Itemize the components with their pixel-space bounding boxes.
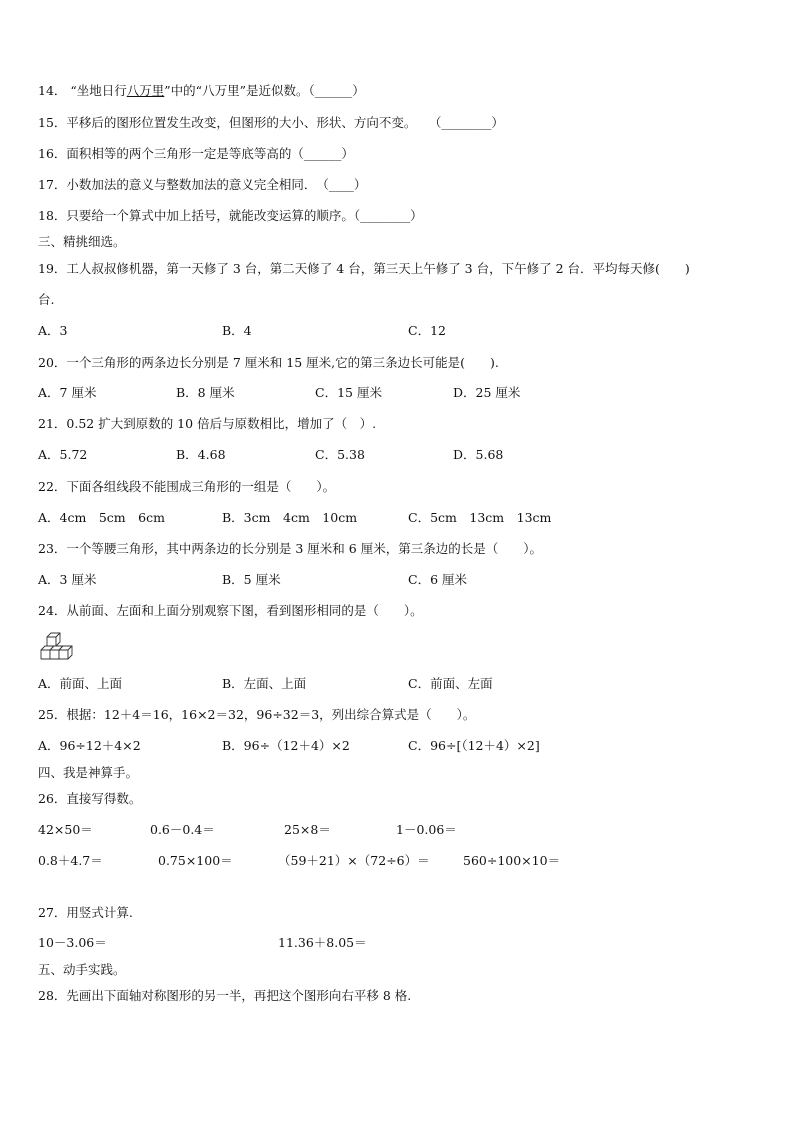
q26-r1-item-4: 1－0.06＝ (396, 822, 457, 837)
q18-text: 只要给一个算式中加上括号，就能改变运算的顺序。（________） (66, 208, 423, 223)
line-q21 (38, 416, 376, 432)
line-q19 (38, 261, 690, 277)
q27-item-1: 10－3.06＝ (38, 935, 107, 950)
q22-option-b: B．3cm 4cm 10cm (222, 510, 358, 525)
q25-number: 25． (38, 707, 67, 722)
q21-option-c: C．5.38 (315, 447, 365, 462)
q20-number: 20． (38, 355, 67, 370)
q25-option-b: B．96÷（12＋4）×2 (222, 738, 350, 753)
q24-option-b: B．左面、上面 (222, 676, 307, 691)
line-q27 (38, 905, 133, 921)
q27-number: 27． (38, 905, 67, 920)
q19-option-c: C．12 (408, 323, 446, 338)
q27-item-2: 11.36＋8.05＝ (278, 935, 367, 950)
q19-line1: 工人叔叔修机器，第一天修了 3 台，第二天修了 4 台，第三天上午修了 3 台，下午修了 2 台．平均每天修( ) (66, 261, 690, 276)
q26-r2-item-1: 0.8＋4.7＝ (38, 853, 103, 868)
q24-option-c: C．前面、左面 (408, 676, 493, 691)
q20-option-d: D．25 厘米 (453, 385, 521, 400)
q26-r1-item-3: 25×8＝ (284, 822, 331, 837)
q22-option-c: C．5cm 13cm 13cm (408, 510, 552, 525)
q14-underlined: 八万里 (126, 83, 165, 98)
section-5-heading: 五、动手实践。 (38, 962, 126, 977)
q20-text: 一个三角形的两条边长分别是 7 厘米和 15 厘米,它的第三条边长可能是( ). (66, 355, 499, 370)
q14-text-a: “坐地日行 (66, 83, 127, 98)
q15-number: 15． (38, 115, 67, 130)
line-q23 (38, 541, 542, 557)
q26-text: 直接写得数。 (66, 791, 142, 806)
q16-number: 16． (38, 146, 67, 161)
q23-option-b: B．5 厘米 (222, 572, 281, 587)
q21-option-a: A．5.72 (38, 447, 88, 462)
q26-r1-item-2: 0.6－0.4＝ (150, 822, 215, 837)
q14-text-c: ”中的“八万里”是近似数。（______） (164, 83, 365, 98)
q19-option-b: B．4 (222, 323, 252, 338)
line-q22 (38, 479, 335, 495)
q21-option-d: D．5.68 (453, 447, 504, 462)
q26-r2-item-3: （59＋21）×（72÷6）＝ (278, 853, 430, 868)
line-q28 (38, 988, 411, 1004)
q26-r2-item-2: 0.75×100＝ (158, 853, 233, 868)
q28-number: 28． (38, 988, 67, 1003)
q21-option-b: B．4.68 (176, 447, 226, 462)
stacked-cubes-figure (38, 632, 74, 664)
bottom-right-cube-front (59, 650, 68, 659)
q23-option-a: A．3 厘米 (38, 572, 97, 587)
line-q20 (38, 355, 499, 371)
q22-option-a: A．4cm 5cm 6cm (38, 510, 165, 525)
q25-option-c: C．96÷[（12＋4）×2] (408, 738, 540, 753)
section-3-heading: 三、精挑细选。 (38, 234, 126, 249)
q24-text: 从前面、左面和上面分别观察下图，看到图形相同的是（ ）。 (66, 603, 423, 618)
line-q19-cont: 台. (38, 292, 55, 307)
q26-number: 26． (38, 791, 67, 806)
q20-option-a: A．7 厘米 (38, 385, 97, 400)
q28-text: 先画出下面轴对称图形的另一半，再把这个图形向右平移 8 格. (66, 988, 412, 1003)
q23-option-c: C．6 厘米 (408, 572, 467, 587)
q21-text: 0.52 扩大到原数的 10 倍后与原数相比，增加了（ ）. (66, 416, 377, 431)
line-q17 (38, 177, 366, 193)
q17-text: 小数加法的意义与整数加法的意义完全相同． （____） (66, 177, 367, 192)
q25-option-a: A．96÷12＋4×2 (38, 738, 141, 753)
q27-text: 用竖式计算. (66, 905, 133, 920)
bottom-middle-cube-front (50, 650, 59, 659)
q25-text: 根据：12＋4＝16，16×2＝32，96÷32＝3，列出综合算式是（ ）。 (66, 707, 476, 722)
q26-r1-item-1: 42×50＝ (38, 822, 93, 837)
q23-text: 一个等腰三角形，其中两条边的长分别是 3 厘米和 6 厘米，第三条边的长是（ ）。 (66, 541, 542, 556)
q23-number: 23． (38, 541, 67, 556)
q22-text: 下面各组线段不能围成三角形的一组是（ ）。 (66, 479, 336, 494)
line-q14 (38, 83, 365, 99)
section-4-heading: 四、我是神算手。 (38, 765, 139, 780)
q26-r2-item-4: 560÷100×10＝ (463, 853, 561, 868)
bottom-left-cube-front (41, 650, 50, 659)
q19-number: 19． (38, 261, 67, 276)
q20-option-b: B．8 厘米 (176, 385, 235, 400)
q24-option-a: A．前面、上面 (38, 676, 123, 691)
line-q24 (38, 603, 423, 619)
q14-number: 14． (38, 83, 67, 98)
line-q15 (38, 115, 504, 131)
q24-number: 24． (38, 603, 67, 618)
q15-text: 平移后的图形位置发生改变，但图形的大小、形状、方向不变。 （________） (66, 115, 504, 130)
line-q25 (38, 707, 475, 723)
q21-number: 21． (38, 416, 67, 431)
q19-option-a: A．3 (38, 323, 68, 338)
line-q18 (38, 208, 423, 224)
line-q26 (38, 791, 141, 807)
q20-option-c: C．15 厘米 (315, 385, 382, 400)
q22-number: 22． (38, 479, 67, 494)
top-cube-front (47, 637, 56, 646)
line-q16 (38, 146, 354, 162)
q17-number: 17． (38, 177, 67, 192)
q18-number: 18． (38, 208, 67, 223)
q16-text: 面积相等的两个三角形一定是等底等高的（______） (66, 146, 354, 161)
